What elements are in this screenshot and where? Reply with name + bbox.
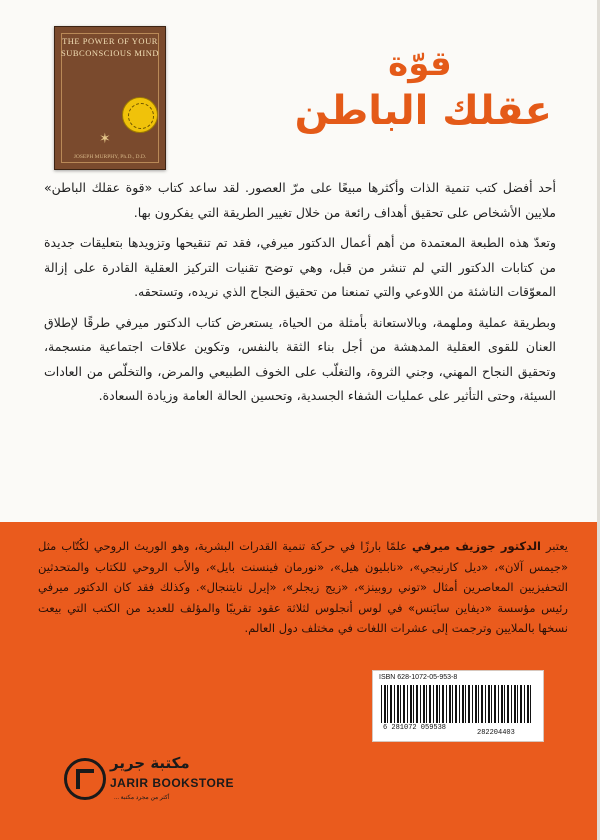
book-cover-thumbnail (54, 26, 166, 170)
seal-icon (122, 97, 158, 133)
description-paragraph: أحد أفضل كتب تنمية الذات وأكثرها مبيعًا على مرّ العصور. لقد ساعد كتاب «قوة عقلك الباطن» ملايين الأشخاص على تحقيق أهداف رائعة من خلال تغيير الطريقة التي يفكرون بها. (44, 180, 556, 220)
author-bio (38, 536, 568, 639)
description-paragraph: وبطريقة عملية وملهمة، وبالاستعانة بأمثلة من الحياة، يستعرض كتاب الدكتور ميرفي طرقًا لإطلاق العنان للقوى العقلية المدهشة من أجل بناء الثقة بالنفس، وتكوين علاقات اجتماعية منسجمة، وتحقيق النجاح المهني، وجني الثروة، والتغلّب على الخوف الطبيعي والمرض، والتخلّص من العادات السيئة، وحتى التأثير على عمليات الشفاء الجسدية، وتحسين الحالة العامة وزيادة السعادة. (44, 314, 556, 403)
publisher-name-en: JARIR BOOKSTORE (110, 776, 234, 790)
barcode-bars (381, 685, 533, 723)
description (44, 176, 556, 415)
publisher-tagline: ... أكثر من مجرد مكتبة (114, 795, 170, 801)
jarir-logo-icon (64, 758, 106, 800)
bio-text: علمًا بارزًا في حركة تنمية القدرات البشرية، وهو الوريث الروحي لكُتّاب مثل «جيمس آلان»، «ديل كارنيجي»، «نابليون هيل»، «نورمان فينسنت بايل»، والأب الروحي للكتاب والمتحدثين التحفيزيين المعاصرين أمثال «توني روبينز»، «زيج زيجلر»، «إيرل نايتنجال». وكذلك فقد كان الدكتور ميرفي رئيس مؤسسة «ديفاين سايَنس» في لوس أنجلوس لثلاثة عقود تقريبًا والمؤلف للعديد من الكتب التي بيعت نسخها بالملايين وترجمت إلى عشرات اللغات في مختلف دول العالم. (38, 539, 568, 635)
barcode-code: 282204403 (477, 729, 515, 737)
publisher-name-ar: مكتبة جرير (110, 754, 190, 772)
title-line-1: قوّة (388, 44, 452, 84)
publisher-logo (64, 752, 234, 812)
isbn-label: ISBN 628-1072-05-953-8 (379, 674, 458, 681)
thumbnail-title: THE POWER OF YOUR SUBCONSCIOUS MIND (60, 36, 159, 58)
title-line-2: عقلك الباطن (294, 88, 552, 134)
description-paragraph: وتعدّ هذه الطبعة المعتمدة من أهم أعمال الدكتور ميرفي، فقد تم تنقيحها وتزويدها بتعليقات جديدة من كتابات الدكتور التي لم تنشر من قبل، وهي توضح تقنيات التركيز العقلية القادرة على إزالة المعوّقات الناشئة من اللاوعي والتي تمنعنا من تحقيق النجاح الذي نريده، وتستحقه. (44, 235, 556, 299)
star-icon: ✶ (99, 131, 111, 147)
barcode (372, 670, 544, 742)
bio-lead: يعتبر (541, 539, 568, 553)
thumbnail-author: JOSEPH MURPHY, Ph.D., D.D. (73, 154, 147, 160)
author-name: الدكتور جوزيف ميرفي (412, 539, 541, 553)
barcode-number: 6 281072 059538 (383, 724, 447, 732)
